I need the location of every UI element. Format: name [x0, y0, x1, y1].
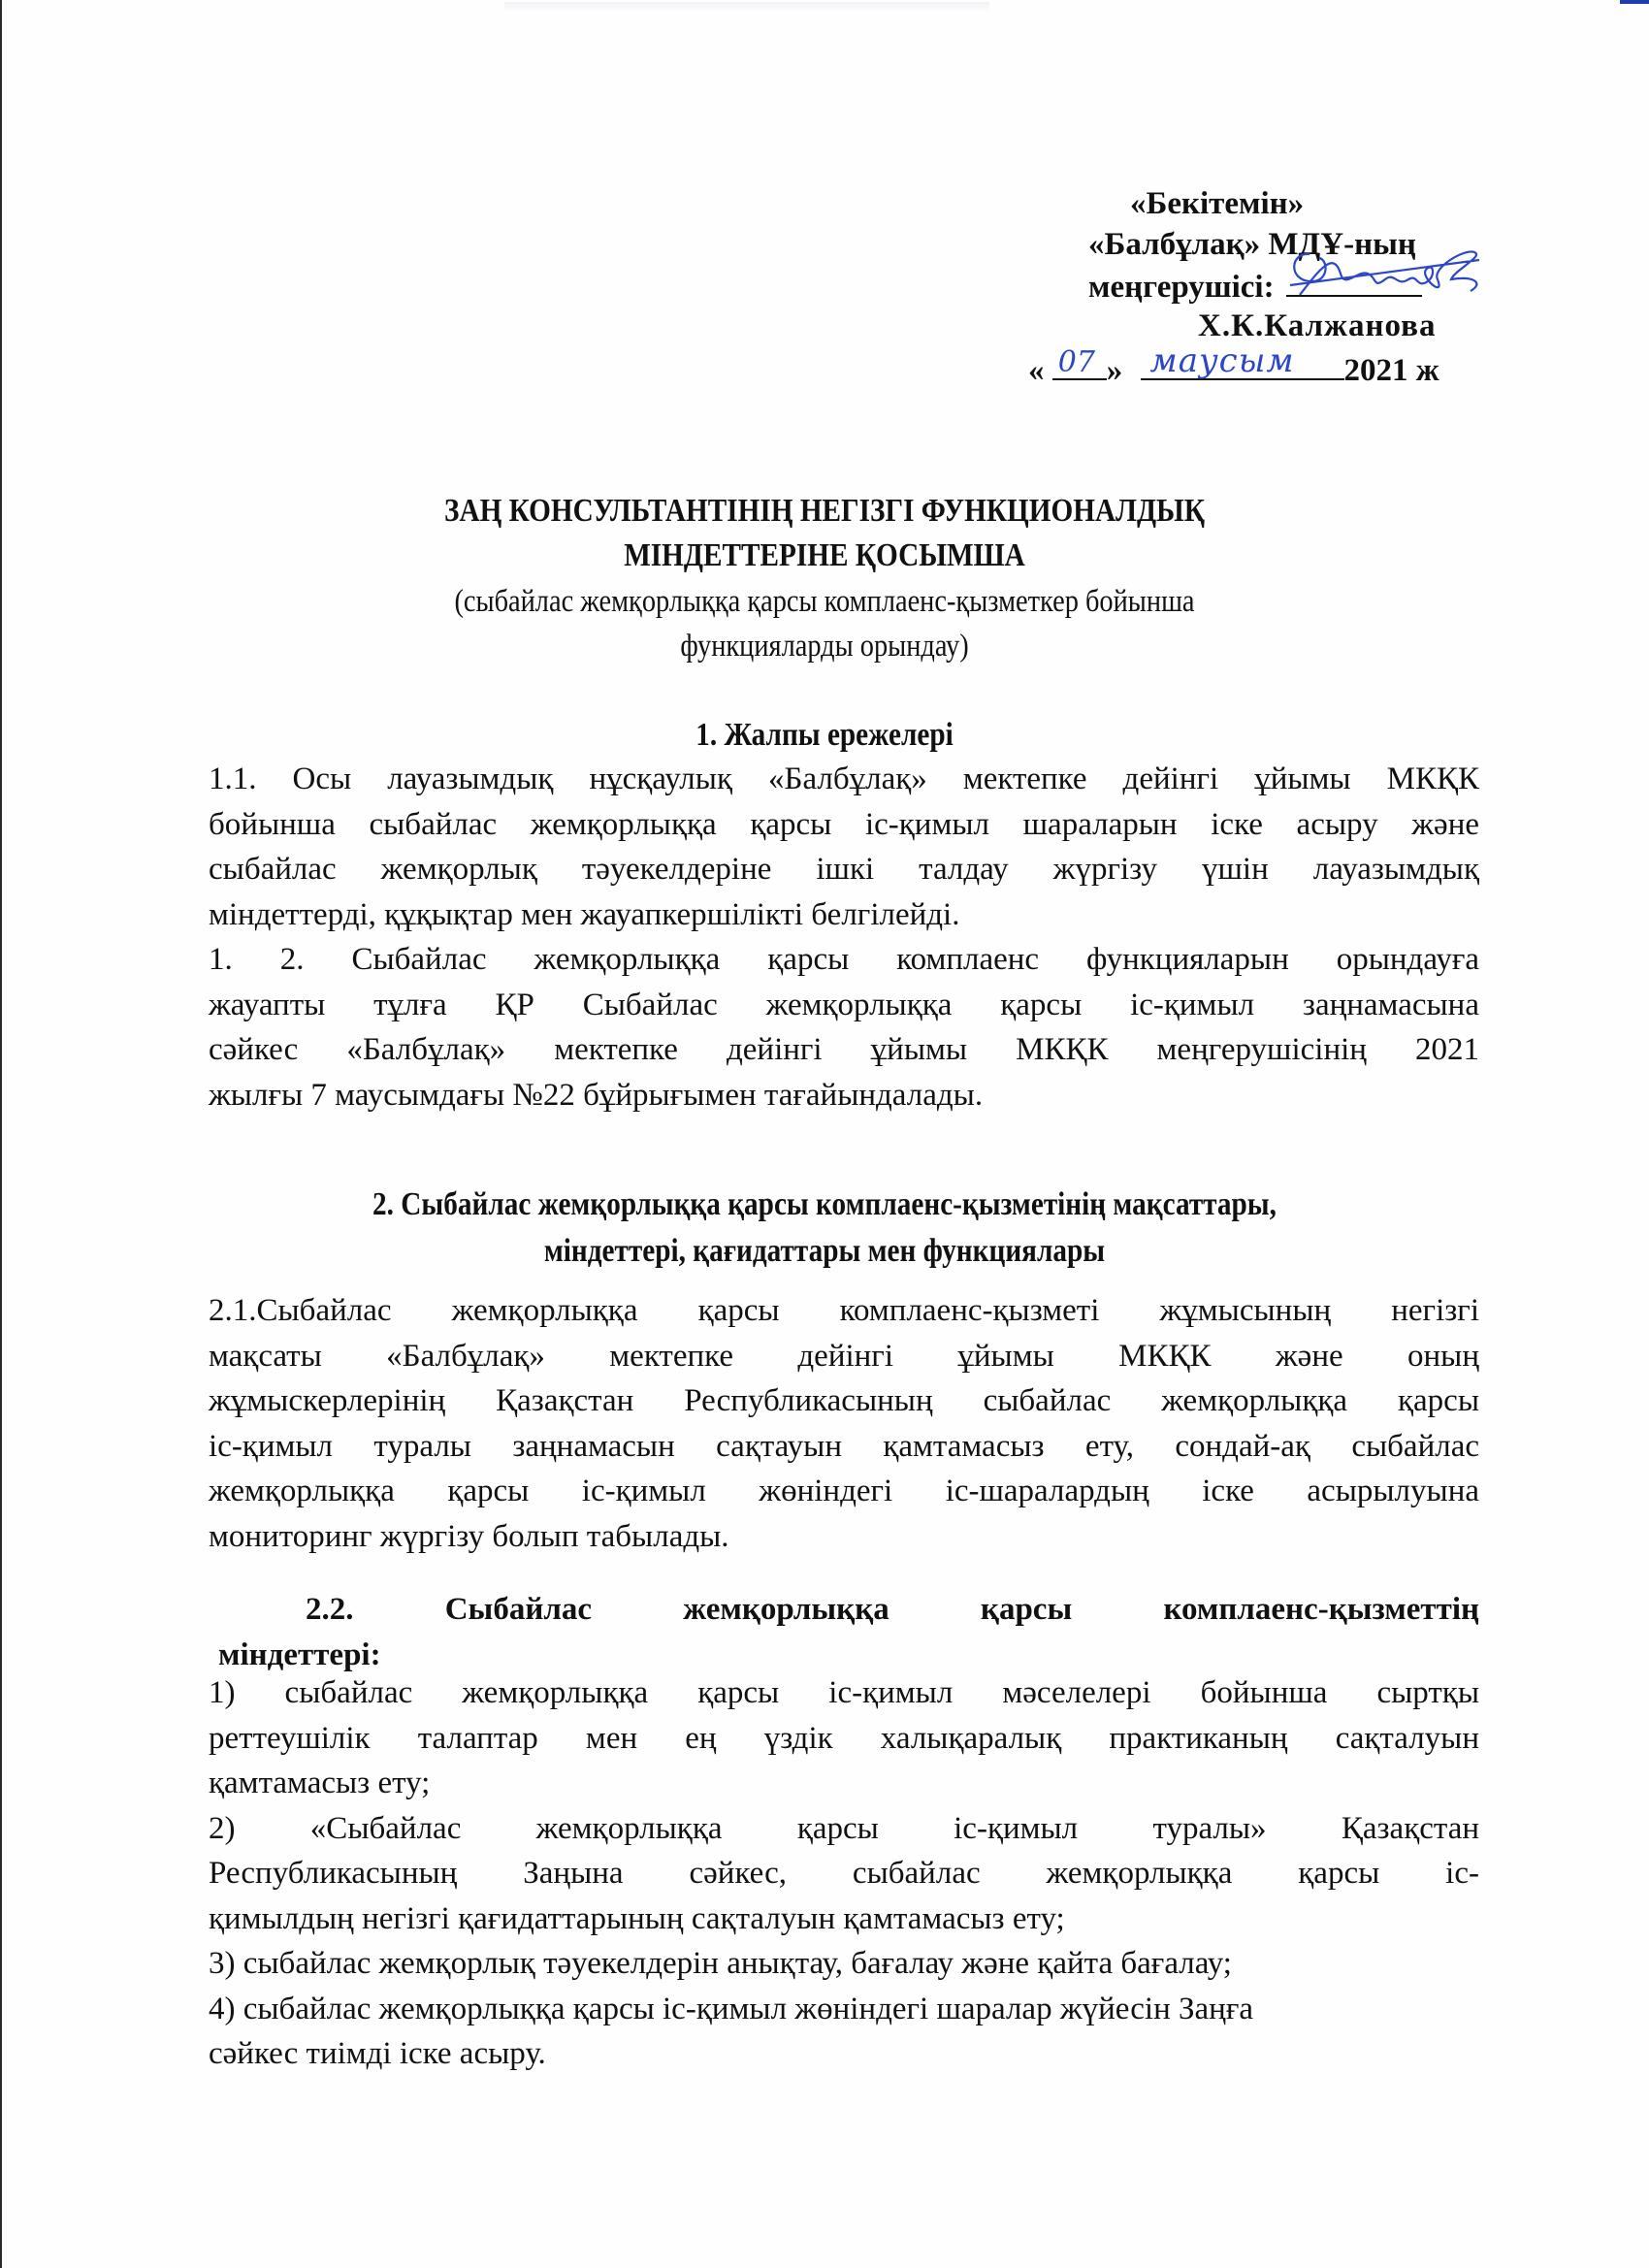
scan-artifact: [1620, 0, 1649, 4]
paragraph-line: 2.1.Сыбайлас жемқорлыққа қарсы комплаенс-қызметі жұмысының негізгі: [209, 1293, 1479, 1328]
quote-open: «: [1028, 353, 1045, 388]
date-day-handwritten: 07: [1057, 345, 1095, 379]
date-year: 2021 ж: [1343, 353, 1439, 388]
paragraph-line: міндеттері:: [218, 1636, 381, 1672]
scan-artifact: [504, 2, 989, 12]
task-4-line: сәйкес тиімді іске асыру.: [209, 2036, 546, 2071]
approval-date: [1028, 341, 1439, 390]
paragraph-line: 2.2. Сыбайлас жемқорлыққа қарсы комплаенс-қызметтің: [306, 1592, 1479, 1627]
document-subtitle-line1: (сыбайлас жемқорлыққа қарсы комплаенс-қызметкер бойынша: [454, 584, 1195, 619]
task-3-line: 3) сыбайлас жемқорлық тәуекелдерін анықтау, бағалау және қайта бағалау;: [209, 1946, 1232, 1981]
date-day-field: [1052, 345, 1107, 380]
approval-position: меңгерушісі:: [1088, 270, 1275, 305]
document-subtitle-line2: функцияларды орындау): [680, 629, 969, 664]
date-month-field: [1141, 341, 1344, 380]
quote-close: »: [1106, 353, 1123, 388]
signature-line: [1286, 266, 1422, 297]
paragraph-line: бойынша сыбайлас жемқорлыққа қарсы іс-қимыл шараларын іске асыру және: [209, 806, 1479, 842]
paragraph-line: сәйкес «Балбұлақ» мектепке дейінгі ұйымы МКҚК меңгерушісінің 2021: [209, 1032, 1479, 1067]
task-2-line: Республикасының Заңына сәйкес, сыбайлас жемқорлыққа қарсы іс-: [209, 1856, 1479, 1891]
paragraph-line: іс-қимыл туралы заңнамасын сақтауын қамтамасыз ету, сондай-ақ сыбайлас: [209, 1428, 1479, 1464]
task-list: [209, 1670, 1479, 2077]
paragraph-line: 1. 2. Сыбайлас жемқорлыққа қарсы комплаенс функцияларын орындауға: [209, 942, 1479, 977]
section1-heading: 1. Жалпы ережелері: [695, 717, 954, 753]
scan-edge: [0, 0, 2, 2268]
approval-position-line: [1088, 266, 1422, 307]
paragraph-line: жауапты тұлға ҚР Сыбайлас жемқорлыққа қарсы іс-қимыл заңнамасына: [209, 987, 1479, 1022]
section2-heading-line2: міндеттері, қағидаттары мен функциялары: [543, 1233, 1106, 1269]
document-title-line2: МІНДЕТТЕРІНЕ ҚОСЫМША: [624, 537, 1025, 573]
approval-name: Х.К.Калжанова: [1198, 308, 1437, 343]
paragraph-1-2: [209, 937, 1479, 1118]
task-1-line: қамтамасыз ету;: [209, 1766, 431, 1800]
paragraph-line: міндеттерді, құқықтар мен жауапкершілікті белгілейді.: [209, 896, 960, 932]
paragraph-line: жемқорлыққа қарсы іс-қимыл жөніндегі іс-шаралардың іске асырылуына: [209, 1474, 1479, 1508]
date-month-handwritten: маусым: [1149, 341, 1295, 380]
task-4-line: 4) сыбайлас жемқорлыққа қарсы іс-қимыл жөніндегі шаралар жүйесін Заңға: [209, 1991, 1253, 2026]
paragraph-2-1: [209, 1288, 1479, 1559]
paragraph-2-2-heading: [209, 1587, 1479, 1677]
section2-heading-line1: 2. Сыбайлас жемқорлыққа қарсы комплаенс-қызметінің мақсаттары,: [372, 1186, 1277, 1222]
paragraph-line: 1.1. Осы лауазымдық нұсқаулық «Балбұлақ» мектепке дейінгі ұйымы МКҚК: [209, 761, 1479, 796]
task-2-line: 2) «Сыбайлас жемқорлыққа қарсы іс-қимыл туралы» Қазақстан: [209, 1810, 1479, 1846]
paragraph-1-1: [209, 757, 1479, 937]
approval-organization: «Балбұлақ» МДҰ-ның: [1088, 227, 1416, 262]
document-title-line1: ЗАҢ КОНСУЛЬТАНТІНІҢ НЕГІЗГІ ФУНКЦИОНАЛДЫҚ: [444, 493, 1205, 529]
signature-icon: [1280, 241, 1504, 313]
paragraph-line: мақсаты «Балбұлақ» мектепке дейінгі ұйымы МКҚК және оның: [209, 1338, 1479, 1374]
paragraph-line: жылғы 7 маусымдағы №22 бұйрығымен тағайындалады.: [209, 1077, 984, 1113]
task-1-line: реттеушілік талаптар мен ең үздік халықаралық практиканың сақталуын: [209, 1720, 1479, 1756]
paragraph-line: жұмыскерлерінің Қазақстан Республикасының сыбайлас жемқорлыққа қарсы: [209, 1383, 1479, 1418]
approval-label: «Бекітемін»: [1130, 186, 1305, 221]
paragraph-line: сыбайлас жемқорлық тәуекелдеріне ішкі талдау жүргізу үшін лауазымдық: [209, 852, 1479, 887]
task-2-line: қимылдың негізгі қағидаттарының сақталуын қамтамасыз ету;: [209, 1900, 1065, 1936]
paragraph-line: мониторинг жүргізу болып табылады.: [209, 1518, 729, 1554]
task-1-line: 1) сыбайлас жемқорлыққа қарсы іс-қимыл мәселелері бойынша сыртқы: [209, 1675, 1479, 1710]
